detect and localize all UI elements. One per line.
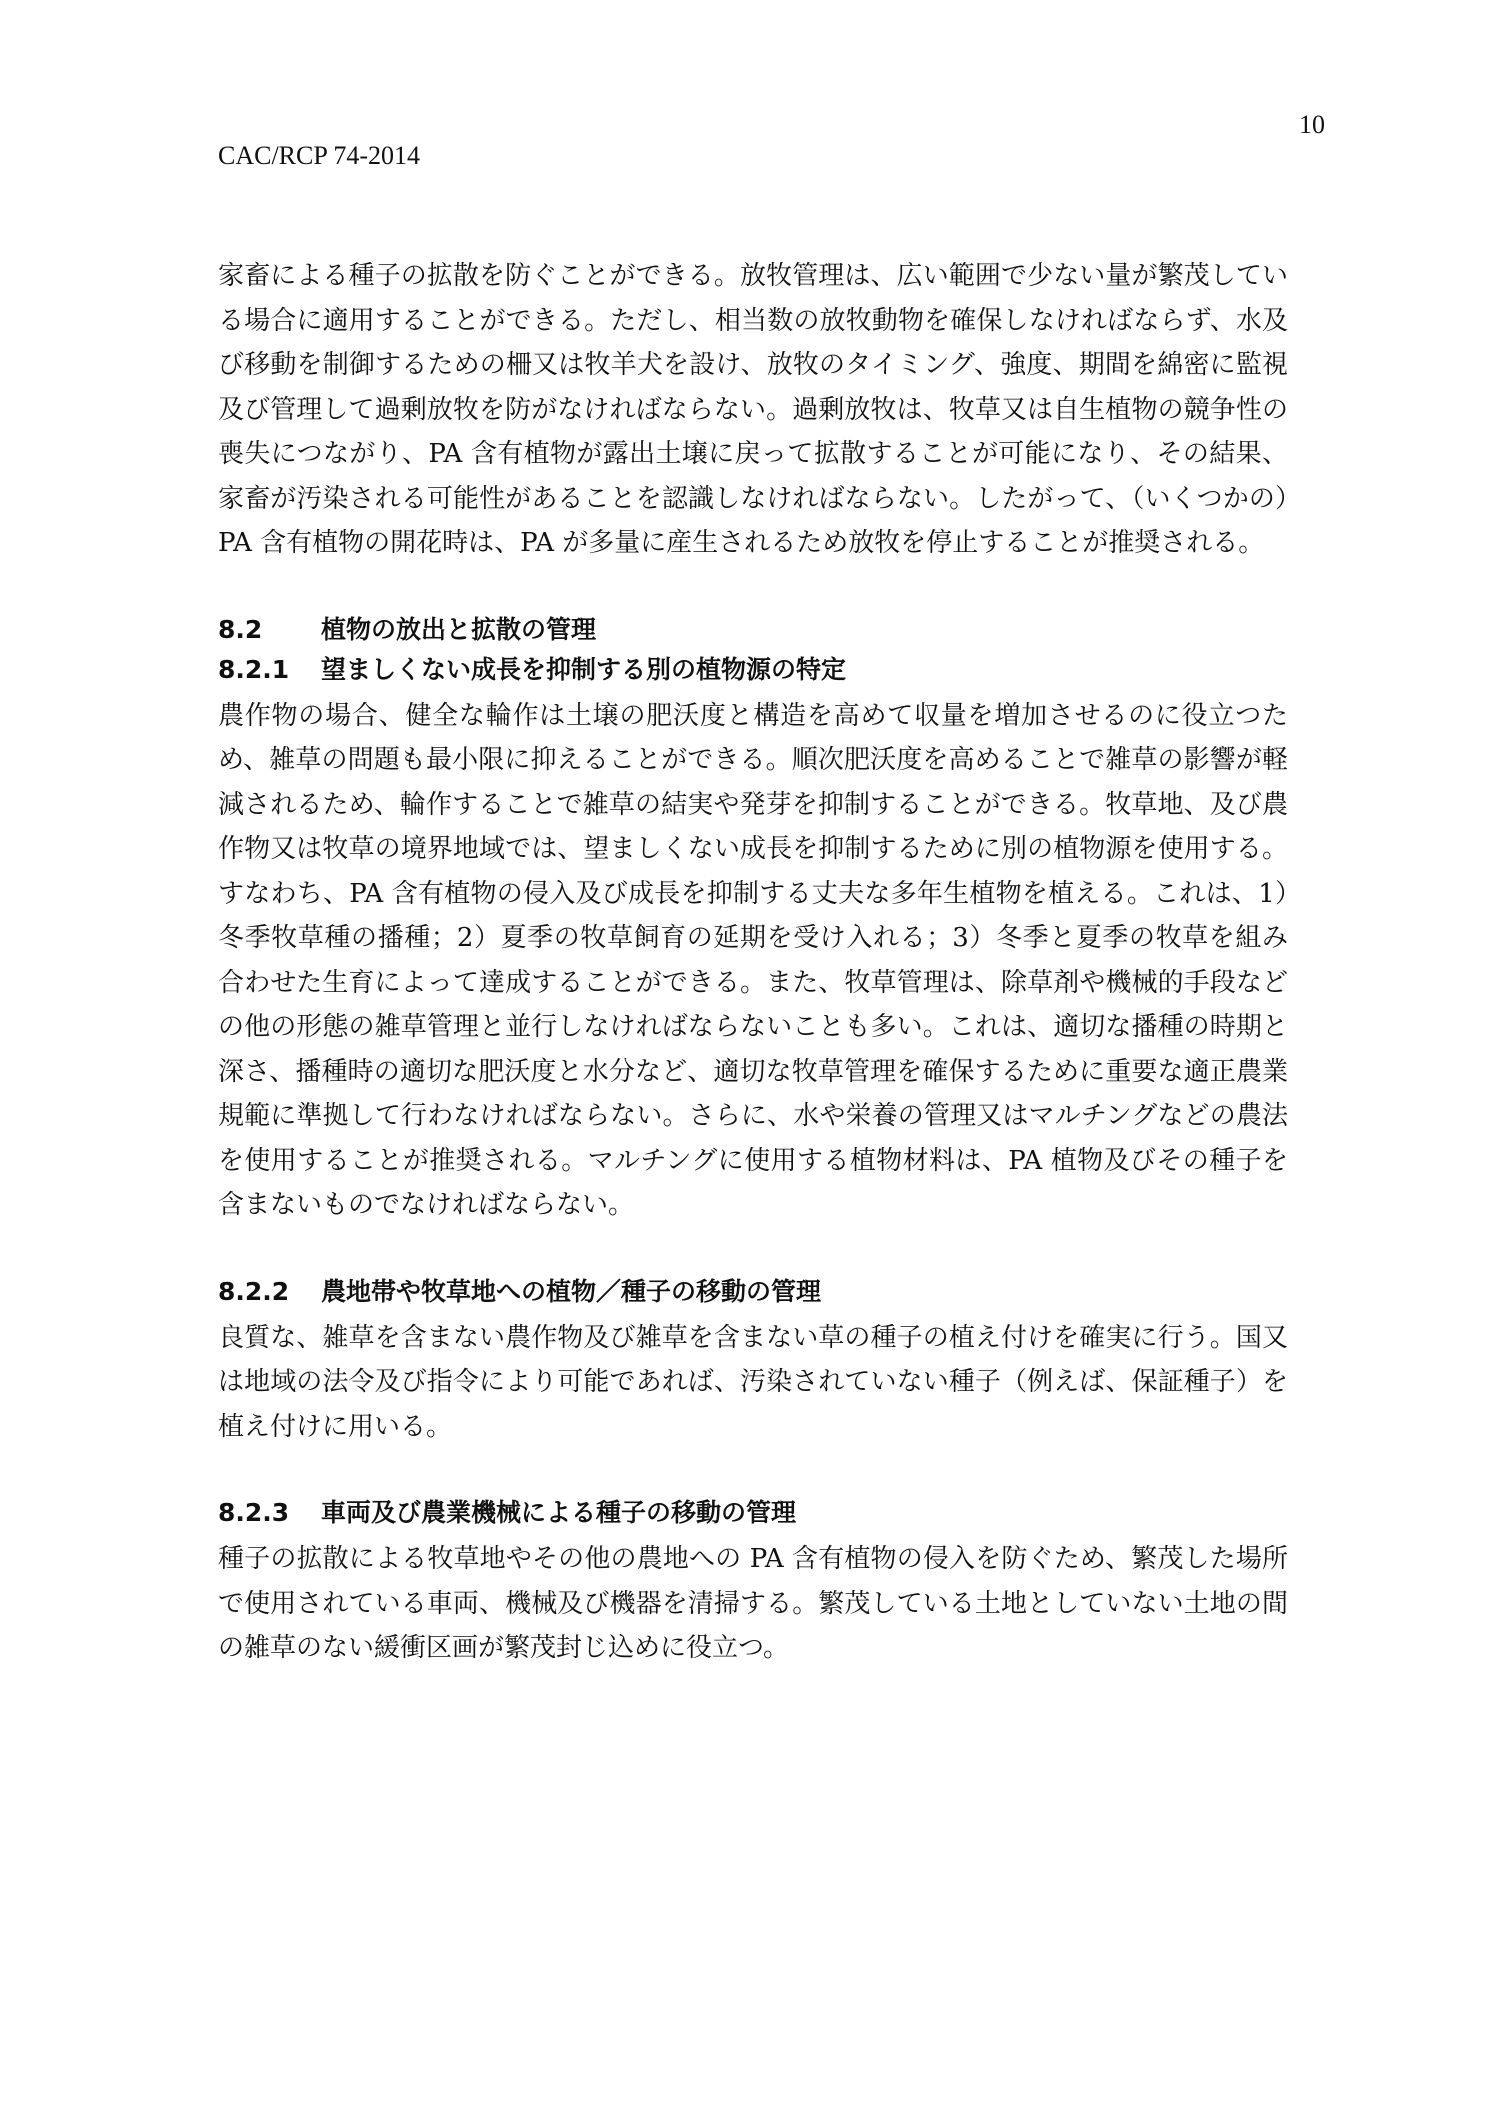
section-number: 8.2 bbox=[218, 614, 263, 644]
intro-paragraph: 家畜による種子の拡散を防ぐことができる。放牧管理は、広い範囲で少ない量が繁茂している場合に適用することができる。ただし、相当数の放牧動物を確保しなければならず、水及び移動を制御するための柵又は牧羊犬を設け、放牧のタイミング、強度、期間を綿密に監視及び管理して過剰放牧を防がなければならない。過剰放牧は、牧草又は自生植物の競争性の喪失につながり、PA 含有植物が露出土壌に戻って拡散することが可能になり、その結果、家畜が汚染される可能性があることを認識しなければならない。したがって、（いくつかの）PA 含有植物の開花時は、PA が多量に産生されるため放牧を停止することが推奨される。 bbox=[218, 261, 1288, 558]
section-title: 車両及び農業機械による種子の移動の管理 bbox=[321, 1498, 797, 1527]
section-8-2-2-heading bbox=[218, 1272, 1288, 1312]
section-8-2-3-heading bbox=[218, 1493, 1288, 1533]
section-title: 農地帯や牧草地への植物／種子の移動の管理 bbox=[321, 1276, 822, 1306]
section-number: 8.2.3 bbox=[218, 1498, 290, 1527]
section-number: 8.2.1 bbox=[218, 654, 290, 684]
document-code: CAC/RCP 74-2014 bbox=[218, 141, 421, 170]
section-8-2-1-paragraph: 農作物の場合、健全な輪作は土壌の肥沃度と構造を高めて収量を増加させるのに役立つため、雑草の問題も最小限に抑えることができる。順次肥沃度を高めることで雑草の影響が軽減されるため、輪作することで雑草の結実や発芽を抑制することができる。牧草地、及び農作物又は牧草の境界地域では、望ましくない成長を抑制するために別の植物源を使用する。すなわち、PA 含有植物の侵入及び成長を抑制する丈夫な多年生植物を植える。これは、1）冬季牧草種の播種；2）夏季の牧草飼育の延期を受け入れる；3）冬季と夏季の牧草を組み合わせた生育によって達成することができる。また、牧草管理は、除草剤や機械的手段などの他の形態の雑草管理と並行しなければならないことも多い。これは、適切な播種の時期と深さ、播種時の適切な肥沃度と水分など、適切な牧草管理を確保するために重要な適正農業規範に準拠して行わなければならない。さらに、水や栄養の管理又はマルチングなどの農法を使用することが推奨される。マルチングに使用する植物材料は、PA 植物及びその種子を含まないものでなければならない。 bbox=[218, 700, 1288, 1220]
section-title: 望ましくない成長を抑制する別の植物源の特定 bbox=[321, 654, 847, 684]
section-8-2-3-paragraph: 種子の拡散による牧草地やその他の農地への PA 含有植物の侵入を防ぐため、繁茂した場所で使用されている車両、機械及び機器を清掃する。繁茂している土地としていない土地の間の雑草のない緩衝区画が繁茂封じ込めに役立つ。 bbox=[218, 1544, 1288, 1663]
section-8-2-heading bbox=[218, 610, 1288, 650]
page-number: 10 bbox=[1299, 110, 1325, 139]
section-number: 8.2.2 bbox=[218, 1276, 290, 1306]
section-8-2-1-heading bbox=[218, 650, 1288, 690]
document-body bbox=[218, 254, 1288, 1671]
section-title: 植物の放出と拡散の管理 bbox=[321, 614, 597, 644]
section-8-2-2-paragraph: 良質な、雑草を含まない農作物及び雑草を含まない草の種子の植え付けを確実に行う。国又は地域の法令及び指令により可能であれば、汚染されていない種子（例えば、保証種子）を植え付けに用いる。 bbox=[218, 1322, 1288, 1442]
